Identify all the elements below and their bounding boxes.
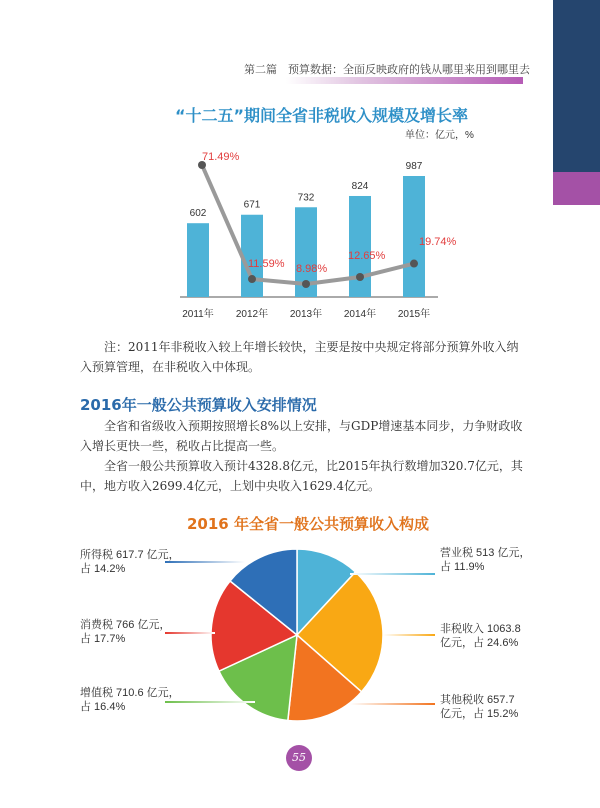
chart-note: 注：2011年非税收入较上年增长较快，主要是按中央规定将部分预算外收入纳入预算管理，在非税收入中体现。 bbox=[80, 340, 519, 374]
leader-line-yingyeshui bbox=[350, 573, 435, 575]
bar-value-label: 824 bbox=[351, 180, 369, 192]
bar-chart-title: “十二五”期间全省非税收入规模及增长率 bbox=[175, 106, 469, 125]
pie-label-yingyeshui: 营业税 513 亿元， 占 11.9% bbox=[440, 547, 531, 573]
bar-value-label: 987 bbox=[405, 161, 423, 172]
leader-line-zengzhishui bbox=[165, 701, 255, 703]
x-tick-label: 2015年 bbox=[397, 309, 431, 320]
bar-value-label: 602 bbox=[189, 208, 207, 220]
bar-chart-unit: 单位：亿元，% bbox=[405, 130, 474, 141]
pie-chart-title: 2016 年全省一般公共预算收入构成 bbox=[187, 515, 429, 533]
leader-line-xiaofeishui bbox=[165, 632, 215, 634]
pie-label-qitashuishou: 其他税收 657.7 亿元，占 15.2% bbox=[440, 694, 519, 720]
bar-value-label: 671 bbox=[243, 199, 261, 211]
leader-line-suodeshui bbox=[165, 561, 245, 563]
growth-rate-label: 19.74% bbox=[419, 236, 457, 248]
pie-label-suodeshui: 所得税 617.7 亿元， 占 14.2% bbox=[80, 549, 180, 575]
growth-rate-label: 71.49% bbox=[202, 151, 240, 163]
section-heading: 2016年一般公共预算收入安排情况 bbox=[80, 396, 317, 414]
growth-rate-label: 8.98% bbox=[296, 263, 328, 275]
x-tick-label: 2013年 bbox=[289, 309, 323, 320]
leader-line-feishui bbox=[383, 634, 435, 636]
pie-label-feishui: 非税收入 1063.8 亿元，占 24.6% bbox=[440, 623, 521, 649]
leader-line-qitashuishou bbox=[350, 703, 435, 705]
bar-value-label: 732 bbox=[297, 192, 315, 204]
pie-label-zengzhishui: 增值税 710.6 亿元， 占 16.4% bbox=[80, 687, 180, 713]
growth-rate-label: 12.65% bbox=[348, 250, 386, 262]
x-tick-label: 2012年 bbox=[235, 309, 269, 320]
running-header: 第二篇 预算数据：全面反映政府的钱从哪里来用到哪里去 bbox=[244, 63, 530, 76]
body-paragraph: 全省一般公共预算收入预计4328.8亿元，比2015年执行数增加320.7亿元，其中，地方收入2699.4亿元，上划中央收入1629.4亿元。 bbox=[80, 459, 523, 493]
x-tick-label: 2014年 bbox=[343, 309, 377, 320]
body-paragraph: 全省和省级收入预期按照增长8%以上安排，与GDP增速基本同步，力争财政收入增长更快一些，税收占比提高一些。 bbox=[80, 419, 523, 453]
growth-rate-label: 11.59% bbox=[248, 258, 285, 270]
x-tick-label: 2011年 bbox=[182, 309, 214, 320]
page-number: 55 bbox=[292, 751, 306, 764]
pie-label-xiaofeishui: 消费税 766 亿元， 占 17.7% bbox=[80, 619, 171, 645]
